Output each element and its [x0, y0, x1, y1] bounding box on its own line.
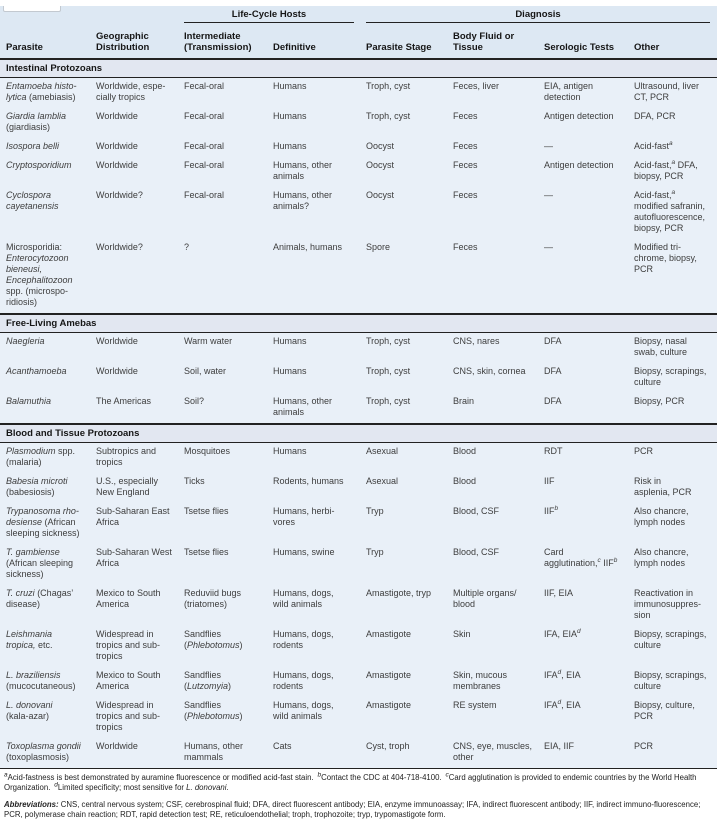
cell-parasite-stage: Amastigote: [366, 667, 453, 697]
cell-intermediate-transmission: Tsetse flies: [184, 503, 273, 544]
cell-definitive: Humans, dogs, wild animals: [273, 585, 366, 626]
cell-intermediate-transmission: Soil, water: [184, 363, 273, 393]
table-row: [0, 108, 717, 138]
table-row: [0, 138, 717, 157]
cell-definitive: Humans, dogs, rodents: [273, 626, 366, 667]
cell-body-fluid-or-tissue: Skin: [453, 626, 544, 667]
cell-geographic-distribution: Widespread in tropics and sub- tropics: [96, 697, 184, 738]
cell-definitive: Humans, dogs, wild animals: [273, 697, 366, 738]
column-header-definitive: Definitive: [273, 29, 366, 59]
column-header-row: [0, 29, 717, 59]
cell-parasite: T. cruzi (Chagas’ disease): [0, 585, 96, 626]
table-row: [0, 503, 717, 544]
cell-definitive: Humans, swine: [273, 544, 366, 585]
cell-serologic-tests: Antigen detection: [544, 157, 634, 187]
cell-parasite-stage: Amastigote: [366, 697, 453, 738]
cell-intermediate-transmission: Tsetse flies: [184, 544, 273, 585]
cell-parasite: Entamoeba histo- lytica (amebiasis): [0, 78, 96, 109]
column-header-geographic-distribution: Geographic Distribution: [96, 29, 184, 59]
abbreviations-text: Abbreviations: CNS, central nervous system; CSF, cerebrospinal fluid; DFA, direct fluorescent antibody; EIA, enzyme immunoassay; IFA, indirect fluorescent antibody; IIF, indirect immuno-fluorescence; PCR, polymerase chain reaction; RDT, rapid detection test; RE, reticuloendothelial; troph, trophozoite; tryp, trypomastigote form.: [4, 800, 701, 819]
cell-intermediate-transmission: Sandflies (Phlebotomus): [184, 697, 273, 738]
section-title: Intestinal Protozoans: [0, 59, 717, 78]
cell-definitive: Humans: [273, 78, 366, 109]
cell-other: PCR: [634, 738, 717, 769]
cell-serologic-tests: Antigen detection: [544, 108, 634, 138]
column-header-other: Other: [634, 29, 717, 59]
cell-serologic-tests: IIF, EIA: [544, 585, 634, 626]
cell-geographic-distribution: Worldwide?: [96, 187, 184, 239]
cell-serologic-tests: IIF: [544, 473, 634, 503]
cell-other: Acid-fast,$^a$ modified safranin, autofluorescence, biopsy, PCR: [634, 187, 717, 239]
table-row: [0, 363, 717, 393]
cell-geographic-distribution: Mexico to South America: [96, 667, 184, 697]
cell-other: PCR: [634, 443, 717, 474]
footnote-text: $^a$Acid-fastness is best demonstrated by auramine fluorescence or modified acid-fast stain. $^b$Contact the CDC at 404-718-4100. $^c$Card agglutination is provided to endemic countries by the World Health Organization. $^d$Limited specificity; most sensitive for L. donovani.: [4, 771, 697, 792]
cell-other: Modified tri- chrome, biopsy, PCR: [634, 239, 717, 314]
cell-definitive: Rodents, humans: [273, 473, 366, 503]
cell-intermediate-transmission: Warm water: [184, 333, 273, 364]
cell-intermediate-transmission: Ticks: [184, 473, 273, 503]
cell-serologic-tests: DFA: [544, 363, 634, 393]
table-row: [0, 78, 717, 109]
cell-parasite-stage: Oocyst: [366, 187, 453, 239]
cell-definitive: Humans, herbi- vores: [273, 503, 366, 544]
cell-body-fluid-or-tissue: Blood: [453, 443, 544, 474]
cell-parasite: Trypanosoma rho- desiense (African sleeping sickness): [0, 503, 96, 544]
cell-serologic-tests: IIF$^b$: [544, 503, 634, 544]
cell-other: DFA, PCR: [634, 108, 717, 138]
cell-definitive: Animals, humans: [273, 239, 366, 314]
cell-other: Reactivation in immunosuppres- sion: [634, 585, 717, 626]
cell-parasite: Cryptosporidium: [0, 157, 96, 187]
cell-parasite-stage: Asexual: [366, 443, 453, 474]
cell-body-fluid-or-tissue: Skin, mucous membranes: [453, 667, 544, 697]
cell-body-fluid-or-tissue: RE system: [453, 697, 544, 738]
cell-parasite: Babesia microti (babesiosis): [0, 473, 96, 503]
cell-serologic-tests: IFA$^d$, EIA: [544, 697, 634, 738]
cell-serologic-tests: —: [544, 187, 634, 239]
cell-body-fluid-or-tissue: Multiple organs/ blood: [453, 585, 544, 626]
cell-parasite-stage: Amastigote: [366, 626, 453, 667]
cell-body-fluid-or-tissue: CNS, skin, cornea: [453, 363, 544, 393]
cell-geographic-distribution: Subtropics and tropics: [96, 443, 184, 474]
cell-parasite: Plasmodium spp. (malaria): [0, 443, 96, 474]
cell-other: Biopsy, PCR: [634, 393, 717, 424]
cell-geographic-distribution: Worldwide, espe- cially tropics: [96, 78, 184, 109]
column-header-serologic-tests: Serologic Tests: [544, 29, 634, 59]
table-row: [0, 626, 717, 667]
cell-definitive: Cats: [273, 738, 366, 769]
cell-intermediate-transmission: Fecal-oral: [184, 108, 273, 138]
cell-definitive: Humans: [273, 138, 366, 157]
document-page: [0, 6, 717, 819]
cell-definitive: Humans, other animals: [273, 157, 366, 187]
cell-definitive: Humans, other animals?: [273, 187, 366, 239]
cell-geographic-distribution: Worldwide: [96, 333, 184, 364]
cell-parasite-stage: Oocyst: [366, 138, 453, 157]
cell-definitive: Humans, dogs, rodents: [273, 667, 366, 697]
table-row: [0, 738, 717, 769]
cell-serologic-tests: Card agglutination,$^c$ IIF$^b$: [544, 544, 634, 585]
section-title: Free-Living Amebas: [0, 314, 717, 333]
cell-geographic-distribution: Worldwide: [96, 157, 184, 187]
table-row: [0, 157, 717, 187]
cell-serologic-tests: DFA: [544, 333, 634, 364]
cell-geographic-distribution: Worldwide: [96, 108, 184, 138]
cell-parasite-stage: Troph, cyst: [366, 393, 453, 424]
cell-serologic-tests: IFA, EIA$^d$: [544, 626, 634, 667]
cell-intermediate-transmission: Reduviid bugs (triatomes): [184, 585, 273, 626]
cell-body-fluid-or-tissue: Feces: [453, 187, 544, 239]
table-row: [0, 544, 717, 585]
cell-intermediate-transmission: Fecal-oral: [184, 138, 273, 157]
cell-parasite: Giardia lamblia (giardiasis): [0, 108, 96, 138]
cell-other: Also chancre, lymph nodes: [634, 503, 717, 544]
cell-body-fluid-or-tissue: Blood, CSF: [453, 544, 544, 585]
cell-parasite-stage: Troph, cyst: [366, 333, 453, 364]
cell-intermediate-transmission: Sandflies (Lutzomyia): [184, 667, 273, 697]
cell-other: Also chancre, lymph nodes: [634, 544, 717, 585]
cell-serologic-tests: IFA$^d$, EIA: [544, 667, 634, 697]
cell-serologic-tests: —: [544, 239, 634, 314]
cell-geographic-distribution: Worldwide: [96, 363, 184, 393]
cell-intermediate-transmission: Fecal-oral: [184, 157, 273, 187]
cell-definitive: Humans, other animals: [273, 393, 366, 424]
cell-parasite: Microsporidia: Enterocytozoon bieneusi, Encephalitozoon spp. (microspo- ridiosis): [0, 239, 96, 314]
cell-parasite: Acanthamoeba: [0, 363, 96, 393]
cell-body-fluid-or-tissue: Feces: [453, 157, 544, 187]
cell-geographic-distribution: U.S., especially New England: [96, 473, 184, 503]
cell-parasite-stage: Tryp: [366, 544, 453, 585]
cell-intermediate-transmission: Mosquitoes: [184, 443, 273, 474]
cell-parasite-stage: Troph, cyst: [366, 78, 453, 109]
cell-body-fluid-or-tissue: Blood, CSF: [453, 503, 544, 544]
cell-body-fluid-or-tissue: Feces: [453, 138, 544, 157]
cell-intermediate-transmission: ?: [184, 239, 273, 314]
cell-body-fluid-or-tissue: Brain: [453, 393, 544, 424]
table-row: [0, 443, 717, 474]
cell-parasite-stage: Cyst, troph: [366, 738, 453, 769]
cell-geographic-distribution: Worldwide?: [96, 239, 184, 314]
cell-geographic-distribution: Widespread in tropics and sub- tropics: [96, 626, 184, 667]
cell-parasite-stage: Spore: [366, 239, 453, 314]
cell-body-fluid-or-tissue: CNS, nares: [453, 333, 544, 364]
cell-serologic-tests: —: [544, 138, 634, 157]
page-edge-tab: [3, 6, 61, 12]
cell-parasite-stage: Amastigote, tryp: [366, 585, 453, 626]
group-header-row: [0, 6, 717, 29]
cell-body-fluid-or-tissue: Feces, liver: [453, 78, 544, 109]
cell-body-fluid-or-tissue: Blood: [453, 473, 544, 503]
cell-body-fluid-or-tissue: Feces: [453, 108, 544, 138]
group-header-life-cycle-hosts: [184, 6, 366, 29]
table-body: [0, 59, 717, 769]
cell-parasite: L. donovani (kala-azar): [0, 697, 96, 738]
cell-intermediate-transmission: Fecal-oral: [184, 78, 273, 109]
cell-body-fluid-or-tissue: Feces: [453, 239, 544, 314]
cell-intermediate-transmission: Sandflies (Phlebotomus): [184, 626, 273, 667]
cell-serologic-tests: EIA, antigen detection: [544, 78, 634, 109]
cell-parasite: Naegleria: [0, 333, 96, 364]
cell-parasite: T. gambiense (African sleeping sickness): [0, 544, 96, 585]
cell-serologic-tests: DFA: [544, 393, 634, 424]
table-row: [0, 239, 717, 314]
group-label-diagnosis: Diagnosis: [366, 9, 710, 23]
cell-parasite: Leishmania tropica, etc.: [0, 626, 96, 667]
cell-geographic-distribution: Worldwide: [96, 138, 184, 157]
cell-other: Biopsy, nasal swab, culture: [634, 333, 717, 364]
cell-parasite-stage: Oocyst: [366, 157, 453, 187]
cell-definitive: Humans: [273, 363, 366, 393]
cell-parasite: L. braziliensis (mucocutaneous): [0, 667, 96, 697]
cell-other: Acid-fast$^a$: [634, 138, 717, 157]
cell-geographic-distribution: Mexico to South America: [96, 585, 184, 626]
cell-other: Biopsy, scrapings, culture: [634, 626, 717, 667]
section-header-row: [0, 424, 717, 443]
cell-body-fluid-or-tissue: CNS, eye, muscles, other: [453, 738, 544, 769]
cell-geographic-distribution: Sub-Saharan West Africa: [96, 544, 184, 585]
cell-parasite: Toxoplasma gondii (toxoplasmosis): [0, 738, 96, 769]
cell-parasite: Balamuthia: [0, 393, 96, 424]
cell-parasite-stage: Troph, cyst: [366, 363, 453, 393]
cell-serologic-tests: EIA, IIF: [544, 738, 634, 769]
footnotes-block: [0, 769, 717, 820]
cell-geographic-distribution: The Americas: [96, 393, 184, 424]
table-row: [0, 393, 717, 424]
group-label-life-cycle-hosts: Life-Cycle Hosts: [184, 9, 354, 23]
column-header-intermediate-transmission: Intermediate (Transmission): [184, 29, 273, 59]
table-row: [0, 667, 717, 697]
cell-other: Acid-fast,$^a$ DFA, biopsy, PCR: [634, 157, 717, 187]
cell-geographic-distribution: Sub-Saharan East Africa: [96, 503, 184, 544]
cell-parasite: Isospora belli: [0, 138, 96, 157]
cell-other: Biopsy, scrapings, culture: [634, 667, 717, 697]
cell-definitive: Humans: [273, 333, 366, 364]
cell-geographic-distribution: Worldwide: [96, 738, 184, 769]
cell-intermediate-transmission: Fecal-oral: [184, 187, 273, 239]
parasite-table: [0, 6, 717, 769]
cell-other: Risk in asplenia, PCR: [634, 473, 717, 503]
cell-parasite: Cyclospora cayetanensis: [0, 187, 96, 239]
column-header-parasite-stage: Parasite Stage: [366, 29, 453, 59]
cell-other: Biopsy, scrapings, culture: [634, 363, 717, 393]
cell-parasite-stage: Tryp: [366, 503, 453, 544]
cell-parasite-stage: Asexual: [366, 473, 453, 503]
table-row: [0, 697, 717, 738]
table-row: [0, 473, 717, 503]
table-row: [0, 333, 717, 364]
cell-intermediate-transmission: Soil?: [184, 393, 273, 424]
section-header-row: [0, 59, 717, 78]
cell-intermediate-transmission: Humans, other mammals: [184, 738, 273, 769]
cell-definitive: Humans: [273, 443, 366, 474]
cell-other: Ultrasound, liver CT, PCR: [634, 78, 717, 109]
table-row: [0, 585, 717, 626]
cell-definitive: Humans: [273, 108, 366, 138]
table-row: [0, 187, 717, 239]
column-header-body-fluid-or-tissue: Body Fluid or Tissue: [453, 29, 544, 59]
section-title: Blood and Tissue Protozoans: [0, 424, 717, 443]
column-header-parasite: Parasite: [0, 29, 96, 59]
cell-parasite-stage: Troph, cyst: [366, 108, 453, 138]
section-header-row: [0, 314, 717, 333]
group-header-diagnosis: [366, 6, 717, 29]
cell-other: Biopsy, culture, PCR: [634, 697, 717, 738]
cell-serologic-tests: RDT: [544, 443, 634, 474]
